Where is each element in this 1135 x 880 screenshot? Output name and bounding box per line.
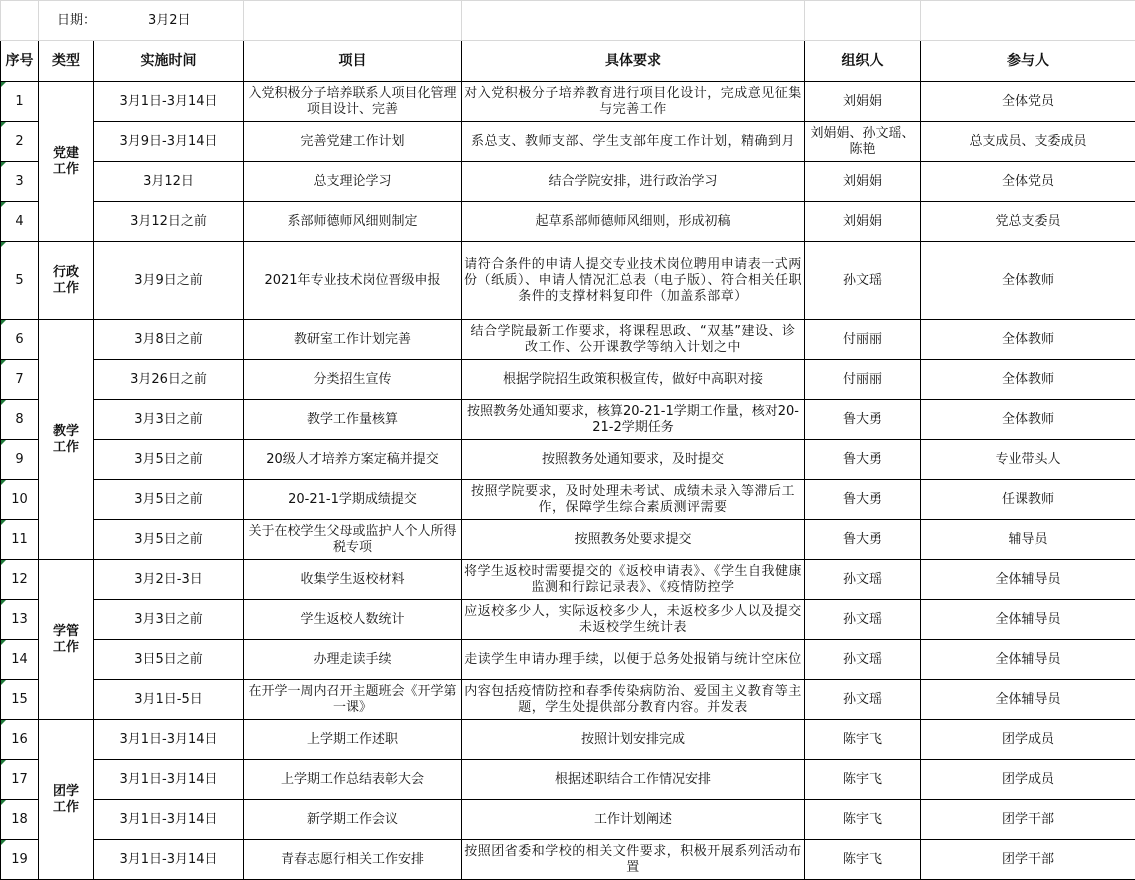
requirement-cell[interactable]: 结合学院安排，进行政治学习: [462, 162, 805, 202]
organizer-cell[interactable]: 孙文瑶: [805, 680, 921, 720]
participants-cell[interactable]: 全体教师: [921, 360, 1135, 400]
requirement-cell[interactable]: 按照教务处要求提交: [462, 520, 805, 560]
project-cell[interactable]: 系部师德师风细则制定: [244, 202, 462, 242]
table-row: [1, 640, 1135, 680]
table-row: [1, 360, 1135, 400]
seq-cell[interactable]: 9: [1, 440, 39, 480]
table-row: [1, 600, 1135, 640]
organizer-cell[interactable]: 孙文瑶: [805, 600, 921, 640]
project-cell[interactable]: 关于在校学生父母或监护人个人所得税专项: [244, 520, 462, 560]
requirement-cell[interactable]: 按照学院要求，及时处理未考试、成绩未录入等滞后工作，保障学生综合素质测评需要: [462, 480, 805, 520]
participants-cell[interactable]: 团学成员: [921, 760, 1135, 800]
organizer-cell[interactable]: 鲁大勇: [805, 520, 921, 560]
requirement-cell[interactable]: 根据学院招生政策积极宣传，做好中高职对接: [462, 360, 805, 400]
seq-cell[interactable]: 15: [1, 680, 39, 720]
table-row: [1, 520, 1135, 560]
table-row: [1, 122, 1135, 162]
time-cell[interactable]: 3月3日之前: [94, 600, 244, 640]
requirement-cell[interactable]: 内容包括疫情防控和春季传染病防治、爱国主义教育等主题，学生处提供部分教育内容。并发表: [462, 680, 805, 720]
participants-cell[interactable]: 全体教师: [921, 242, 1135, 320]
time-cell[interactable]: 3月5日之前: [94, 520, 244, 560]
seq-cell[interactable]: 6: [1, 320, 39, 360]
category-label: 教学工作: [52, 424, 79, 456]
category-label: 党建工作: [52, 146, 79, 178]
requirement-cell[interactable]: 按照教务处通知要求，核算20-21-1学期工作量，核对20-21-2学期任务: [462, 400, 805, 440]
time-cell[interactable]: 3日5日之前: [94, 640, 244, 680]
seq-cell[interactable]: 16: [1, 720, 39, 760]
seq-cell[interactable]: 19: [1, 840, 39, 880]
seq-cell[interactable]: 3: [1, 162, 39, 202]
participants-cell[interactable]: 全体辅导员: [921, 600, 1135, 640]
header-requirement[interactable]: 具体要求: [462, 41, 805, 82]
table-row: [1, 82, 1135, 122]
participants-cell[interactable]: 专业带头人: [921, 440, 1135, 480]
seq-cell[interactable]: 7: [1, 360, 39, 400]
table-row: [1, 440, 1135, 480]
project-cell[interactable]: 办理走读手续: [244, 640, 462, 680]
participants-cell[interactable]: 全体党员: [921, 162, 1135, 202]
category-cell[interactable]: [39, 242, 94, 320]
participants-cell[interactable]: 党总支委员: [921, 202, 1135, 242]
table-row: [1, 480, 1135, 520]
organizer-cell[interactable]: 陈宇飞: [805, 800, 921, 840]
blank-cell[interactable]: [921, 1, 1135, 41]
participants-cell[interactable]: 辅导员: [921, 520, 1135, 560]
participants-cell[interactable]: 团学干部: [921, 840, 1135, 880]
requirement-cell[interactable]: 对入党积极分子培养教育进行项目化设计，完成意见征集与完善工作: [462, 82, 805, 122]
table-row: [1, 560, 1135, 600]
time-cell[interactable]: 3月12日之前: [94, 202, 244, 242]
header-row: [1, 41, 1135, 82]
time-cell[interactable]: 3月1日-3月14日: [94, 82, 244, 122]
table-row: [1, 840, 1135, 880]
project-cell[interactable]: 新学期工作会议: [244, 800, 462, 840]
project-cell[interactable]: 入党积极分子培养联系人项目化管理项目设计、完善: [244, 82, 462, 122]
seq-cell[interactable]: 8: [1, 400, 39, 440]
participants-cell[interactable]: 全体教师: [921, 400, 1135, 440]
seq-cell[interactable]: 18: [1, 800, 39, 840]
organizer-cell[interactable]: 付丽丽: [805, 360, 921, 400]
category-label: 行政工作: [52, 265, 79, 297]
project-cell[interactable]: 教学工作量核算: [244, 400, 462, 440]
seq-cell[interactable]: 17: [1, 760, 39, 800]
time-cell[interactable]: 3月2日-3日: [94, 560, 244, 600]
header-time[interactable]: 实施时间: [94, 41, 244, 82]
time-cell[interactable]: 3月1日-3月14日: [94, 800, 244, 840]
seq-cell[interactable]: 14: [1, 640, 39, 680]
organizer-cell[interactable]: 孙文瑶: [805, 640, 921, 680]
project-cell[interactable]: 完善党建工作计划: [244, 122, 462, 162]
time-cell[interactable]: 3月5日之前: [94, 480, 244, 520]
blank-cell[interactable]: [462, 1, 805, 41]
organizer-cell[interactable]: 陈宇飞: [805, 720, 921, 760]
table-row: [1, 320, 1135, 360]
time-cell[interactable]: 3月3日之前: [94, 400, 244, 440]
requirement-cell[interactable]: 结合学院最新工作要求，将课程思政、“双基”建设、诊改工作、公开课教学等纳入计划之中: [462, 320, 805, 360]
project-cell[interactable]: 分类招生宣传: [244, 360, 462, 400]
header-participants[interactable]: 参与人: [921, 41, 1135, 82]
seq-cell[interactable]: 13: [1, 600, 39, 640]
requirement-cell[interactable]: 按照计划安排完成: [462, 720, 805, 760]
table-row: [1, 760, 1135, 800]
participants-cell[interactable]: 全体辅导员: [921, 560, 1135, 600]
table-row: [1, 400, 1135, 440]
header-type[interactable]: 类型: [39, 41, 94, 82]
category-label: 学管工作: [52, 624, 79, 656]
date-cell[interactable]: [39, 1, 244, 41]
category-label: 团学工作: [52, 784, 79, 816]
category-cell[interactable]: [39, 560, 94, 720]
table-row: [1, 242, 1135, 320]
participants-cell[interactable]: 总支成员、支委成员: [921, 122, 1135, 162]
organizer-cell[interactable]: 刘娟娟、孙文瑶、陈艳: [805, 122, 921, 162]
project-cell[interactable]: 总支理论学习: [244, 162, 462, 202]
participants-cell[interactable]: 团学干部: [921, 800, 1135, 840]
organizer-cell[interactable]: 刘娟娟: [805, 202, 921, 242]
category-cell[interactable]: [39, 82, 94, 242]
table-row: [1, 800, 1135, 840]
seq-cell[interactable]: 5: [1, 242, 39, 320]
project-cell[interactable]: 在开学一周内召开主题班会《开学第一课》: [244, 680, 462, 720]
seq-cell[interactable]: 4: [1, 202, 39, 242]
date-value: 3月2日: [148, 13, 191, 28]
requirement-cell[interactable]: 走读学生申请办理手续，以便于总务处报销与统计空床位: [462, 640, 805, 680]
time-cell[interactable]: 3月1日-3月14日: [94, 720, 244, 760]
seq-cell[interactable]: 1: [1, 82, 39, 122]
date-label: 日期：: [57, 13, 96, 28]
participants-cell[interactable]: 任课教师: [921, 480, 1135, 520]
participants-cell[interactable]: 团学成员: [921, 720, 1135, 760]
organizer-cell[interactable]: 陈宇飞: [805, 760, 921, 800]
participants-cell[interactable]: 全体教师: [921, 320, 1135, 360]
participants-cell[interactable]: 全体辅导员: [921, 640, 1135, 680]
project-cell[interactable]: 上学期工作述职: [244, 720, 462, 760]
table-row: [1, 720, 1135, 760]
project-cell[interactable]: 收集学生返校材料: [244, 560, 462, 600]
project-cell[interactable]: 青春志愿行相关工作安排: [244, 840, 462, 880]
participants-cell[interactable]: 全体党员: [921, 82, 1135, 122]
time-cell[interactable]: 3月26日之前: [94, 360, 244, 400]
project-cell[interactable]: 20级人才培养方案定稿并提交: [244, 440, 462, 480]
seq-cell[interactable]: 10: [1, 480, 39, 520]
organizer-cell[interactable]: 刘娟娟: [805, 82, 921, 122]
time-cell[interactable]: 3月12日: [94, 162, 244, 202]
requirement-cell[interactable]: 按照团省委和学校的相关文件要求，积极开展系列活动布置: [462, 840, 805, 880]
blank-cell[interactable]: [1, 1, 39, 41]
project-cell[interactable]: 学生返校人数统计: [244, 600, 462, 640]
time-cell[interactable]: 3月1日-5日: [94, 680, 244, 720]
participants-cell[interactable]: 全体辅导员: [921, 680, 1135, 720]
category-cell[interactable]: [39, 720, 94, 880]
requirement-cell[interactable]: 应返校多少人，实际返校多少人，未返校多少人以及提交未返校学生统计表: [462, 600, 805, 640]
table-row: [1, 162, 1135, 202]
requirement-cell[interactable]: 系总支、教师支部、学生支部年度工作计划，精确到月: [462, 122, 805, 162]
header-seq[interactable]: 序号: [1, 41, 39, 82]
time-cell[interactable]: 3月1日-3月14日: [94, 840, 244, 880]
time-cell[interactable]: 3月9日-3月14日: [94, 122, 244, 162]
category-cell[interactable]: [39, 320, 94, 560]
organizer-cell[interactable]: 鲁大勇: [805, 400, 921, 440]
organizer-cell[interactable]: 鲁大勇: [805, 480, 921, 520]
time-cell[interactable]: 3月9日之前: [94, 242, 244, 320]
project-cell[interactable]: 上学期工作总结表彰大会: [244, 760, 462, 800]
time-cell[interactable]: 3月8日之前: [94, 320, 244, 360]
seq-cell[interactable]: 12: [1, 560, 39, 600]
time-cell[interactable]: 3月1日-3月14日: [94, 760, 244, 800]
header-project[interactable]: 项目: [244, 41, 462, 82]
organizer-cell[interactable]: 孙文瑶: [805, 242, 921, 320]
table-row: [1, 680, 1135, 720]
organizer-cell[interactable]: 鲁大勇: [805, 440, 921, 480]
time-cell[interactable]: 3月5日之前: [94, 440, 244, 480]
project-cell[interactable]: 教研室工作计划完善: [244, 320, 462, 360]
requirement-cell[interactable]: 工作计划阐述: [462, 800, 805, 840]
requirement-cell[interactable]: 起草系部师德师风细则，形成初稿: [462, 202, 805, 242]
organizer-cell[interactable]: 陈宇飞: [805, 840, 921, 880]
blank-cell[interactable]: [805, 1, 921, 41]
header-organizer[interactable]: 组织人: [805, 41, 921, 82]
project-cell[interactable]: 2021年专业技术岗位晋级申报: [244, 242, 462, 320]
seq-cell[interactable]: 2: [1, 122, 39, 162]
organizer-cell[interactable]: 刘娟娟: [805, 162, 921, 202]
date-row: [1, 1, 1135, 41]
organizer-cell[interactable]: 孙文瑶: [805, 560, 921, 600]
requirement-cell[interactable]: 请符合条件的申请人提交专业技术岗位聘用申请表一式两份（纸质）、申请人情况汇总表（电子版）、符合相关任职条件的支撑材料复印件（加盖系部章）: [462, 242, 805, 320]
requirement-cell[interactable]: 将学生返校时需要提交的《返校申请表》、《学生自我健康监测和行踪记录表》、《疫情防控学: [462, 560, 805, 600]
seq-cell[interactable]: 11: [1, 520, 39, 560]
requirement-cell[interactable]: 根据述职结合工作情况安排: [462, 760, 805, 800]
organizer-cell[interactable]: 付丽丽: [805, 320, 921, 360]
table-row: [1, 202, 1135, 242]
requirement-cell[interactable]: 按照教务处通知要求，及时提交: [462, 440, 805, 480]
blank-cell[interactable]: [244, 1, 462, 41]
project-cell[interactable]: 20-21-1学期成绩提交: [244, 480, 462, 520]
